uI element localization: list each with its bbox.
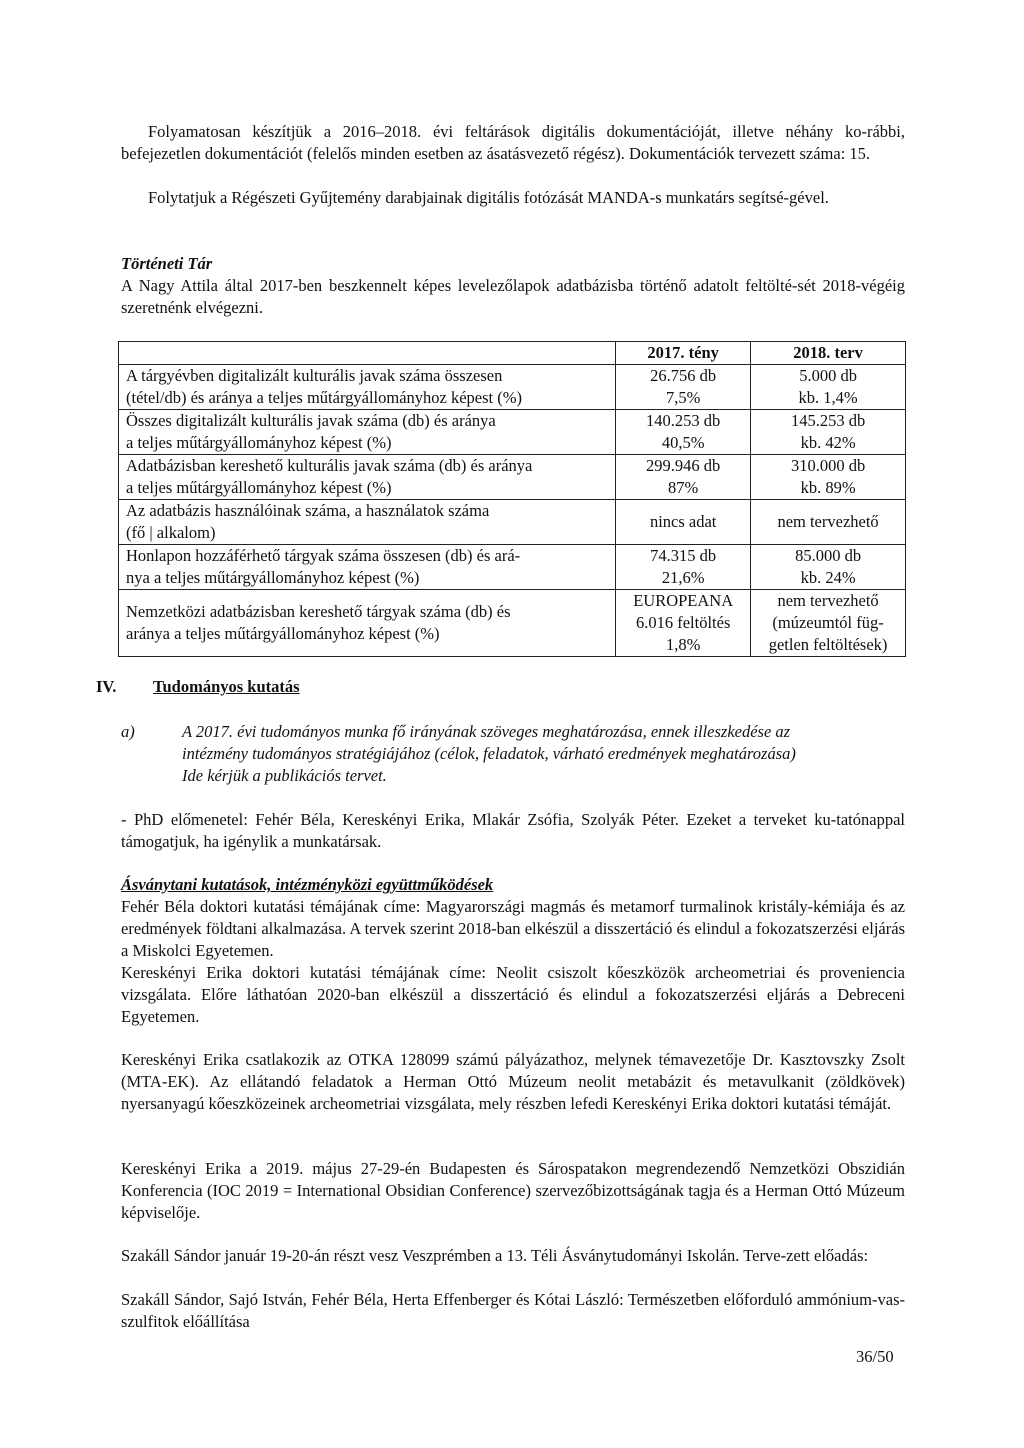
asvany-heading: Ásványtani kutatások, intézményközi együttműködések [121,875,494,894]
row-actual: 26.756 db 7,5% [616,365,751,410]
table-header-actual: 2017. tény [616,342,751,365]
question-a-line: A 2017. évi tudományos munka fő irányának szöveges meghatározása, ennek illeszkedése az [182,722,791,741]
asvany-p2 [121,962,905,1028]
row-plan: 145.253 db kb. 42% [751,410,906,455]
row-actual: 299.946 db 87% [616,455,751,500]
asvany-p6 [121,1289,905,1333]
tortenti-tar-paragraph [121,275,905,319]
asvany-heading-wrap [121,874,905,896]
table-row [119,590,906,657]
row-label: Összes digitalizált kulturális javak száma (db) és aránya a teljes műtárgyállományhoz képest (%) [119,410,616,455]
asvany-text-4: Kereskényi Erika a 2019. május 27-29-én Budapesten és Sárospatakon megrendezendő Nemzetközi Obszidián Konferencia (IOC 2019 = International Obsidian Conference) szervezőbizottságának tagja és a Herman Ottó Múzeum képviselője. [121,1159,905,1222]
row-plan: 310.000 db kb. 89% [751,455,906,500]
asvany-text-2: Kereskényi Erika doktori kutatási témájának címe: Neolit csiszolt kőeszközök archeometriai és proveniencia vizsgálata. Előre láthatóan 2020-ban elkészül a disszertáció és elindul a fokozatszerzési eljárás a Debreceni Egyetemen. [121,963,905,1026]
row-plan: nem tervezhető [751,500,906,545]
phd-paragraph [121,809,905,853]
tortenti-tar-text: A Nagy Attila által 2017-ben beszkennelt képes levelezőlapok adatbázisba történő adatolt feltölté-sét 2018-végéig szeretnénk elvégezni. [121,276,905,317]
question-a [182,721,902,787]
table-header-row [119,342,906,365]
question-a-line: Ide kérjük a publikációs tervet. [182,766,387,785]
section-heading: Történeti Tár [121,254,213,273]
page-number: 36/50 [856,1347,894,1366]
row-label: A tárgyévben digitalizált kulturális javak száma összesen (tétel/db) és aránya a teljes műtárgyállományhoz képest (%) [119,365,616,410]
phd-text: - PhD előmenetel: Fehér Béla, Kereskényi Erika, Mlakár Zsófia, Szolyák Péter. Ezeket a terveket ku-tatónappal támogatjuk, ha igénylik a munkatársak. [121,810,905,851]
row-label: Az adatbázis használóinak száma, a használatok száma (fő | alkalom) [119,500,616,545]
question-a-marker: a) [121,722,135,741]
tortenti-tar-heading [121,253,905,275]
question-a-line: intézmény tudományos stratégiájához (célok, feladatok, várható eredmények meghatározása) [182,744,796,763]
row-plan: nem tervezhető (múzeumtól füg- getlen feltöltések) [751,590,906,657]
row-actual: EUROPEANA 6.016 feltöltés 1,8% [616,590,751,657]
table-row [119,365,906,410]
table-header-plan: 2018. terv [751,342,906,365]
asvany-p1 [121,896,905,962]
table-header-empty [119,342,616,365]
intro-text-1: Folyamatosan készítjük a 2016–2018. évi feltárások digitális dokumentációját, illetve néhány ko-rábbi, befejezetlen dokumentációt (felelős minden esetben az ásatásvezető régész). Dokumentációk tervezett száma: 15. [121,122,905,163]
section-title: Tudományos kutatás [153,677,300,696]
asvany-p5 [121,1245,905,1267]
row-actual: nincs adat [616,500,751,545]
row-plan: 5.000 db kb. 1,4% [751,365,906,410]
row-plan: 85.000 db kb. 24% [751,545,906,590]
row-label: Honlapon hozzáférhető tárgyak száma összesen (db) és ará- nya a teljes műtárgyállományhoz képest (%) [119,545,616,590]
table-row [119,500,906,545]
table-row [119,410,906,455]
asvany-text-6: Szakáll Sándor, Sajó István, Fehér Béla, Herta Effenberger és Kótai László: Természetben előforduló ammónium-vas-szulfitok előállítása [121,1290,905,1331]
asvany-text-5: Szakáll Sándor január 19-20-án részt vesz Veszprémben a 13. Téli Ásványtudományi Iskolán. Terve-zett előadás: [121,1246,869,1265]
intro-text-2: Folytatjuk a Régészeti Gyűjtemény darabjainak digitális fotózását MANDA-s munkatárs segítsé-gével. [148,188,829,207]
asvany-p3 [121,1049,905,1115]
intro-paragraph-2 [121,187,905,209]
digitalization-table [118,341,906,657]
table-row [119,455,906,500]
asvany-text-3: Kereskényi Erika csatlakozik az OTKA 128099 számú pályázathoz, melynek témavezetője Dr. Kasztovszky Zsolt (MTA-EK). Az ellátandó feladatok a Herman Ottó Múzeum neolit metabázit és metavulkanit (zöldkövek) nyersanyagú kőeszközeinek archeometriai vizsgálata, mely részben lefedi Kereskényi Erika doktori kutatási témáját. [121,1050,905,1113]
row-label: Nemzetközi adatbázisban kereshető tárgyak száma (db) és aránya a teljes műtárgyállományhoz képest (%) [119,590,616,657]
asvany-p4 [121,1158,905,1224]
asvany-text-1: Fehér Béla doktori kutatási témájának címe: Magyarországi magmás és metamorf turmalinok kristály-kémiája és az eredmények földtani alkalmazása. A tervek szerint 2018-ban elkészül a disszertáció és elindul a fokozatszerzési eljárás a Miskolci Egyetemen. [121,897,905,960]
table-row [119,545,906,590]
row-label: Adatbázisban kereshető kulturális javak száma (db) és aránya a teljes műtárgyállományhoz képest (%) [119,455,616,500]
row-actual: 140.253 db 40,5% [616,410,751,455]
section-number: IV. [96,677,117,696]
intro-paragraph-1 [121,121,905,165]
row-actual: 74.315 db 21,6% [616,545,751,590]
